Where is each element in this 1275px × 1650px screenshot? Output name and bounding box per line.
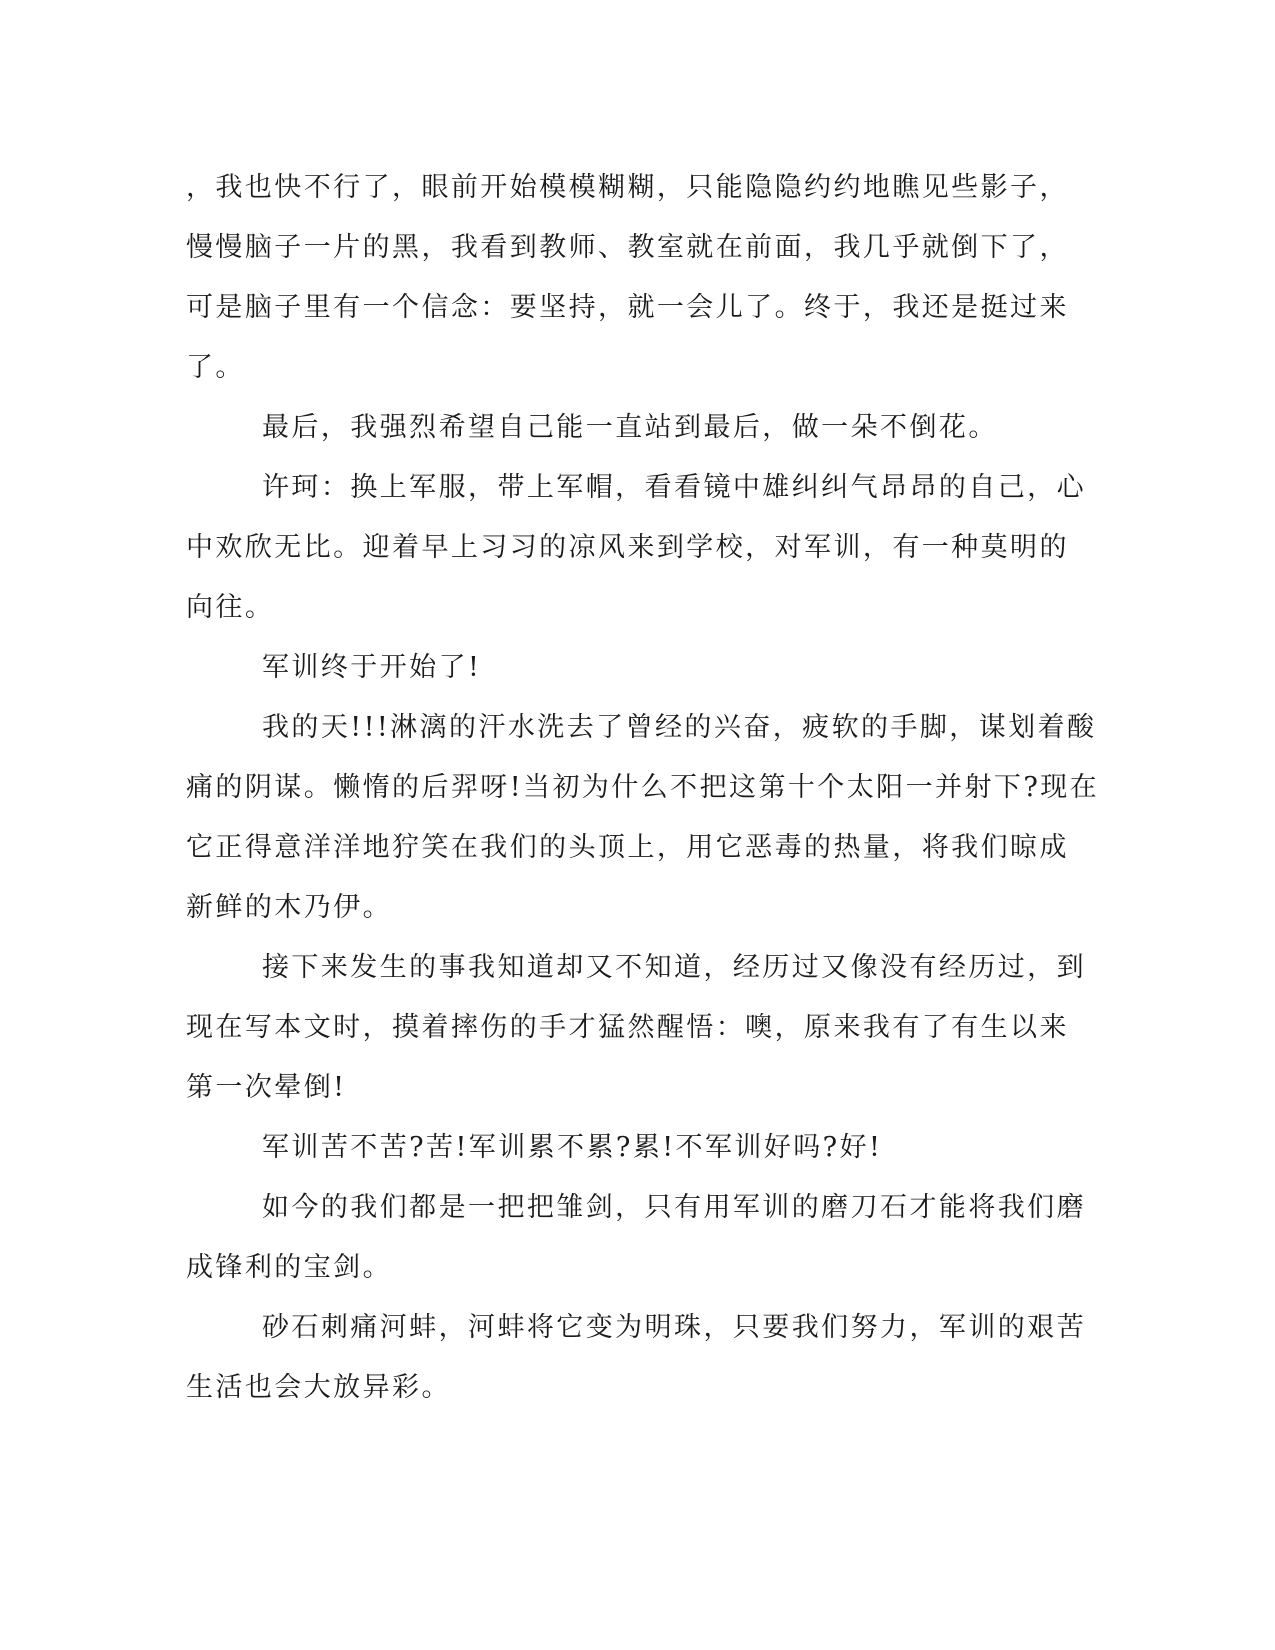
paragraph-start: 接下来发生的事我知道却又不知道，经历过又像没有经历过，到	[262, 952, 1087, 983]
text-line: 中欢欣无比。迎着早上习习的凉风来到学校，对军训，有一种莫明的	[186, 532, 1069, 563]
text-line: ，我也快不行了，眼前开始模模糊糊，只能隐隐约约地瞧见些影子，	[186, 172, 1069, 203]
text-line: 第一次晕倒!	[186, 1072, 347, 1103]
text-line: 可是脑子里有一个信念：要坚持，就一会儿了。终于，我还是挺过来	[186, 292, 1069, 323]
text-line: 新鲜的木乃伊。	[186, 892, 393, 923]
essay-body	[186, 158, 1100, 1418]
paragraph-start: 许珂：换上军服，带上军帽，看看镜中雄纠纠气昂昂的自己，心	[262, 472, 1087, 503]
paragraph-start: 军训苦不苦?苦!军训累不累?累!不军训好吗?好!	[262, 1132, 883, 1163]
text-line: 它正得意洋洋地狞笑在我们的头顶上，用它恶毒的热量，将我们晾成	[186, 832, 1069, 863]
paragraph-start: 砂石刺痛河蚌，河蚌将它变为明珠，只要我们努力，军训的艰苦	[262, 1312, 1087, 1343]
text-line: 现在写本文时，摸着摔伤的手才猛然醒悟：噢，原来我有了有生以来	[186, 1012, 1069, 1043]
paragraph-start: 军训终于开始了!	[262, 652, 482, 683]
text-line: 慢慢脑子一片的黑，我看到教师、教室就在前面，我几乎就倒下了，	[186, 232, 1069, 263]
text-line: 向往。	[186, 592, 275, 623]
text-line: 生活也会大放异彩。	[186, 1372, 451, 1403]
paragraph-start: 如今的我们都是一把把雏剑，只有用军训的磨刀石才能将我们磨	[262, 1192, 1087, 1223]
text-line: 痛的阴谋。懒惰的后羿呀!当初为什么不把这第十个太阳一并射下?现在	[186, 772, 1100, 803]
text-line: 成锋利的宝剑。	[186, 1252, 393, 1283]
paragraph-start: 最后，我强烈希望自己能一直站到最后，做一朵不倒花。	[262, 412, 998, 443]
paragraph-start: 我的天!!!淋漓的汗水洗去了曾经的兴奋，疲软的手脚，谋划着酸	[262, 712, 1097, 743]
text-line: 了。	[186, 352, 245, 383]
